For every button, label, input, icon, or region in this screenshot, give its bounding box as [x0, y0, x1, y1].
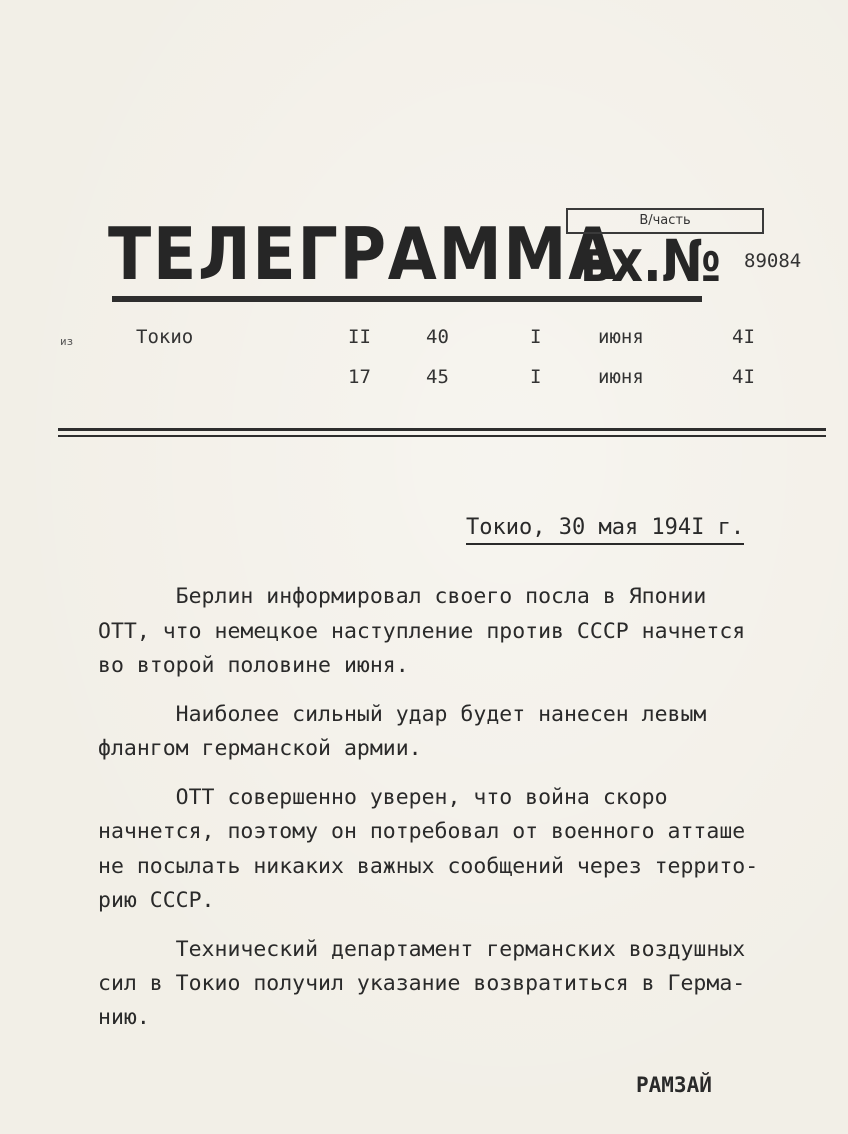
body-line: флангом германской армии.	[98, 736, 422, 761]
from-label: из	[60, 335, 74, 348]
row2-month: июня	[598, 366, 644, 388]
dateline: Токио, 30 мая 194I г.	[466, 514, 744, 545]
separator-rule-bottom	[58, 435, 826, 437]
telegram-title: ТЕЛЕГРАММА	[108, 212, 619, 296]
row2-minute: 45	[426, 366, 449, 388]
body-line: Технический департамент германских воздушных	[98, 937, 746, 962]
separator-rule-top	[58, 428, 826, 431]
body-line: сил в Токио получил указание возвратиться в Герма-	[98, 971, 746, 996]
row1-year: 4I	[732, 326, 755, 348]
body-line: Наиболее сильный удар будет нанесен левым	[98, 702, 707, 727]
body-line: ОТТ, что немецкое наступление против СССР начнется	[98, 619, 746, 644]
row2-day: I	[530, 366, 542, 388]
body-line: рию СССР.	[98, 888, 215, 913]
row1-month: июня	[598, 326, 644, 348]
unit-stamp-box: В/часть	[566, 208, 764, 234]
body-line: во второй половине июня.	[98, 653, 409, 678]
registration-number: 89084	[744, 250, 802, 272]
row2-year: 4I	[732, 366, 755, 388]
body-line: начнется, поэтому он потребовал от военного атташе	[98, 819, 746, 844]
title-underline	[112, 296, 702, 302]
body-line: не посылать никаких важных сообщений через террито-	[98, 854, 759, 879]
body-line: нию.	[98, 1005, 150, 1030]
body-line: Берлин информировал своего посла в Японии	[98, 584, 707, 609]
origin-city: Токио	[136, 326, 194, 348]
signature: РАМЗАЙ	[636, 1073, 712, 1097]
row1-hour: II	[348, 326, 371, 348]
row1-day: I	[530, 326, 542, 348]
row2-hour: 17	[348, 366, 371, 388]
incoming-number-label: вх.№	[580, 227, 722, 295]
body-line: ОТТ совершенно уверен, что война скоро	[98, 785, 668, 810]
row1-minute: 40	[426, 326, 449, 348]
